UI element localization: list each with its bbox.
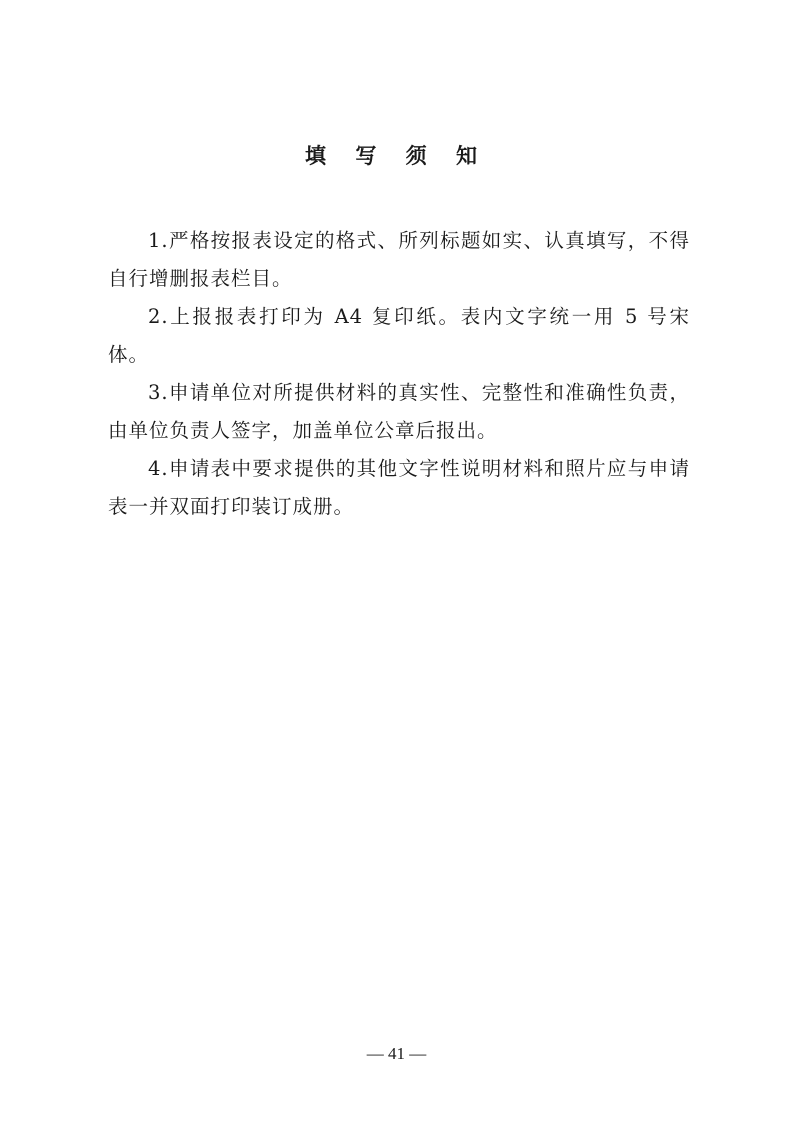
instruction-paragraph-4: 4.申请表中要求提供的其他文字性说明材料和照片应与申请表一并双面打印装订成册。 <box>108 457 690 518</box>
page-title: 填 写 须 知 <box>305 144 488 168</box>
instruction-paragraph-2: 2.上报报表打印为 A4 复印纸。表内文字统一用 5 号宋体。 <box>108 305 690 366</box>
page-number: — 41 — <box>366 1044 427 1063</box>
instruction-paragraph-3: 3.申请单位对所提供材料的真实性、完整性和准确性负责，由单位负责人签字，加盖单位公章后报出。 <box>108 381 690 442</box>
instruction-paragraph-1: 1.严格按报表设定的格式、所列标题如实、认真填写，不得自行增删报表栏目。 <box>108 229 690 290</box>
instructions-body <box>108 222 690 526</box>
